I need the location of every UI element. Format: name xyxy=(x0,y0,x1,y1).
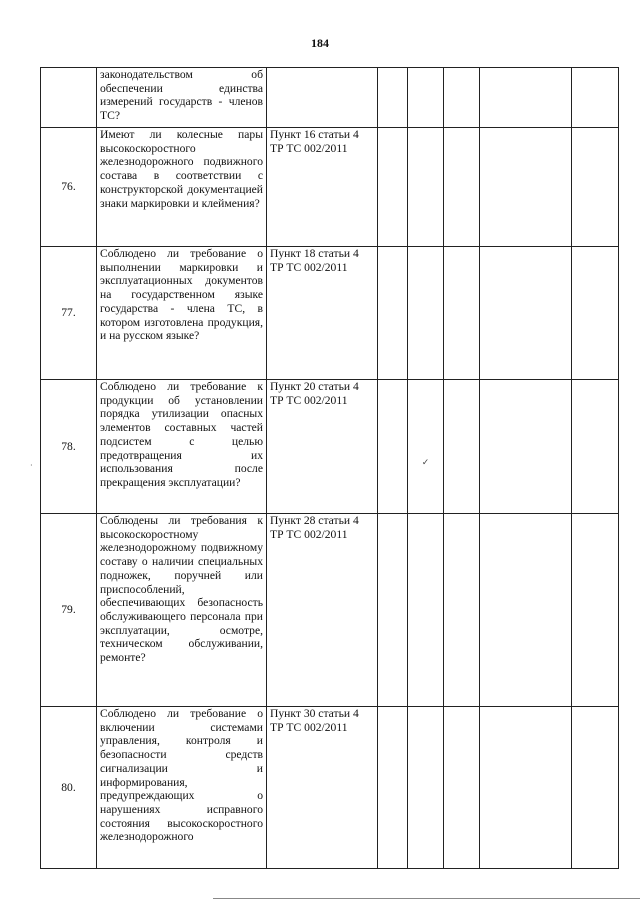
extra-cell xyxy=(572,68,619,128)
check-cell-na xyxy=(444,514,480,707)
row-number: 79. xyxy=(41,514,97,707)
check-cell-no xyxy=(408,380,444,514)
check-mark-icon: ✓ xyxy=(421,457,430,467)
row-number: 80. xyxy=(41,707,97,869)
question-cell: Соблюдено ли требование о выполнении маркировки и эксплуатационных документов на государственном языке государства - члена ТС, в котором изготовлена продукция, и на русском языке? xyxy=(97,247,267,380)
check-cell-yes xyxy=(378,707,408,869)
row-number: 76. xyxy=(41,128,97,247)
extra-cell xyxy=(572,514,619,707)
comment-cell xyxy=(480,514,572,707)
table-row xyxy=(41,514,619,707)
extra-cell xyxy=(572,380,619,514)
table-row xyxy=(41,247,619,380)
check-cell-na xyxy=(444,128,480,247)
extra-cell xyxy=(572,707,619,869)
requirement-cell: Пункт 20 статьи 4 ТР ТС 002/2011 xyxy=(267,380,378,514)
comment-cell xyxy=(480,128,572,247)
check-cell-yes xyxy=(378,128,408,247)
row-number: 77. xyxy=(41,247,97,380)
check-cell-na xyxy=(444,707,480,869)
comment-cell xyxy=(480,68,572,128)
row-number: 78. xyxy=(41,380,97,514)
check-cell-yes xyxy=(378,68,408,128)
check-cell-na xyxy=(444,247,480,380)
requirement-cell: Пункт 30 статьи 4 ТР ТС 002/2011 xyxy=(267,707,378,869)
table-row xyxy=(41,128,619,247)
check-cell-no xyxy=(408,247,444,380)
requirement-cell xyxy=(267,68,378,128)
scan-edge-line xyxy=(213,898,640,899)
check-cell-no xyxy=(408,68,444,128)
extra-cell xyxy=(572,128,619,247)
checklist-table xyxy=(40,67,619,869)
check-cell-no xyxy=(408,514,444,707)
question-cell: законодательством об обеспечении единства измерений государств - членов ТС? xyxy=(97,68,267,128)
extra-cell xyxy=(572,247,619,380)
table-row xyxy=(41,380,619,514)
requirement-cell: Пункт 16 статьи 4 ТР ТС 002/2011 xyxy=(267,128,378,247)
check-cell-no xyxy=(408,707,444,869)
row-number xyxy=(41,68,97,128)
requirement-cell: Пункт 18 статьи 4 ТР ТС 002/2011 xyxy=(267,247,378,380)
question-cell: Имеют ли колесные пары высокоскоростного железнодорожного подвижного состава в соответствии с конструкторской документацией знаки маркировки и клеймения? xyxy=(97,128,267,247)
question-cell: Соблюдены ли требования к высокоскоростному железнодорожному подвижному составу о наличии специальных подножек, поручней или приспособлений, обеспечивающих безопасность обслуживающего персонала при эксплуатации, осмотре, техническом обслуживании, ремонте? xyxy=(97,514,267,707)
requirement-cell: Пункт 28 статьи 4 ТР ТС 002/2011 xyxy=(267,514,378,707)
check-cell-yes xyxy=(378,514,408,707)
page-number: 184 xyxy=(311,36,329,50)
scan-artifact: · xyxy=(30,461,33,470)
check-cell-na xyxy=(444,68,480,128)
table-row xyxy=(41,707,619,869)
comment-cell xyxy=(480,247,572,380)
comment-cell xyxy=(480,380,572,514)
question-cell: Соблюдено ли требование к продукции об установлении порядка утилизации опасных элементов составных частей подсистем с целью предотвращения их использования после прекращения эксплуатации? xyxy=(97,380,267,514)
check-cell-na xyxy=(444,380,480,514)
check-cell-yes xyxy=(378,380,408,514)
check-cell-yes xyxy=(378,247,408,380)
check-cell-no xyxy=(408,128,444,247)
table-row-continuation xyxy=(41,68,619,128)
question-cell: Соблюдено ли требование о включении системами управления, контроля и безопасности средств сигнализации и информирования, предупреждающих о нарушениях исправного состояния высокоскоростного железнодорожного xyxy=(97,707,267,869)
comment-cell xyxy=(480,707,572,869)
